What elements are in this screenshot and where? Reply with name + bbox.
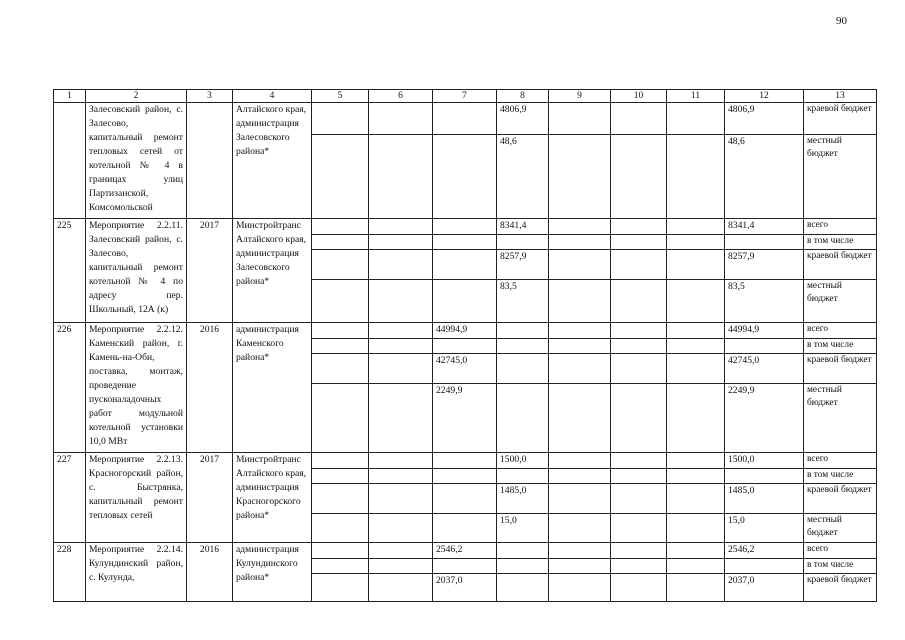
header-row [54,90,877,103]
cell-value: 48,6 [725,135,804,219]
funding-source: краевой бюджет [804,354,877,384]
cell-value: 42745,0 [725,354,804,384]
event-year: 2017 [187,219,233,323]
funding-source: всего [804,219,877,235]
row-number: 225 [54,219,86,323]
event-executor: Алтайского края, администрация Залесовского района* [233,103,312,219]
funding-source: в том числе [804,235,877,250]
cell-value: 1485,0 [497,484,549,514]
funding-source: краевой бюджет [804,484,877,514]
funding-source: в том числе [804,559,877,574]
col-header: 11 [667,90,725,103]
row-number: 226 [54,323,86,453]
cell-value: 2546,2 [433,543,497,559]
funding-source: в том числе [804,469,877,484]
row-number [54,103,86,219]
col-header: 10 [611,90,667,103]
cell-value: 44994,9 [433,323,497,339]
col-header: 7 [433,90,497,103]
funding-source: всего [804,453,877,469]
event-year [187,103,233,219]
cell-value: 44994,9 [725,323,804,339]
col-header: 3 [187,90,233,103]
col-header: 9 [549,90,611,103]
event-name: Мероприятие 2.2.14. Кулундинский район, с. Кулунда, [86,543,187,602]
funding-source: краевой бюджет [804,574,877,602]
event-year: 2016 [187,543,233,602]
cell-value: 83,5 [725,280,804,323]
col-header: 1 [54,90,86,103]
cell-value: 4806,9 [497,103,549,135]
col-header: 2 [86,90,187,103]
col-header: 13 [804,90,877,103]
col-header: 8 [497,90,549,103]
cell-value: 42745,0 [433,354,497,384]
table-row [54,453,877,469]
cell-value: 15,0 [725,514,804,543]
cell-value: 1485,0 [725,484,804,514]
funding-source: всего [804,323,877,339]
event-executor: администрация Кулундинского района* [233,543,312,602]
col-header: 12 [725,90,804,103]
cell-value: 83,5 [497,280,549,323]
cell-value: 4806,9 [725,103,804,135]
event-year: 2017 [187,453,233,543]
table-row [54,323,877,339]
cell-value: 48,6 [497,135,549,219]
funding-source: краевой бюджет [804,103,877,135]
event-name: Мероприятие 2.2.12. Каменский район, г. Камень-на-Оби, поставка, монтаж, проведение пусконаладочных работ модульной котельной установки 10,0 МВт [86,323,187,453]
row-number: 227 [54,453,86,543]
col-header: 6 [369,90,433,103]
row-number: 228 [54,543,86,602]
funding-source: краевой бюджет [804,250,877,280]
cell-value: 8341,4 [725,219,804,235]
cell-value: 2037,0 [433,574,497,602]
event-name: Залесовский район, с. Залесово, капитальный ремонт тепловых сетей от котельной № 4 в границах улиц Партизанской, Комсомольской [86,103,187,219]
budget-table [53,89,877,602]
event-executor: Минстройтранс Алтайского края, администрация Красногорского района* [233,453,312,543]
event-name: Мероприятие 2.2.11. Залесовский район, с. Залесово, капитальный ремонт котельной № 4 по адресу пер. Школьный, 12А (к) [86,219,187,323]
funding-source: всего [804,543,877,559]
cell-value: 15,0 [497,514,549,543]
cell-value: 1500,0 [725,453,804,469]
funding-source: местный бюджет [804,280,877,323]
event-executor: Минстройтранс Алтайского края, администрация Залесовского района* [233,219,312,323]
col-header: 5 [312,90,369,103]
event-year: 2016 [187,323,233,453]
cell-value: 8257,9 [497,250,549,280]
cell-value: 2249,9 [433,384,497,453]
funding-source: местный бюджет [804,514,877,543]
cell-value: 2546,2 [725,543,804,559]
page-number: 90 [836,15,847,27]
col-header: 4 [233,90,312,103]
funding-source: в том числе [804,339,877,354]
cell-value: 2249,9 [725,384,804,453]
cell-value: 2037,0 [725,574,804,602]
event-name: Мероприятие 2.2.13. Красногорский район, с. Быстрянка, капитальный ремонт тепловых сетей [86,453,187,543]
cell-value: 8341,4 [497,219,549,235]
table-row [54,219,877,235]
table-row [54,543,877,559]
event-executor: администрация Каменского района* [233,323,312,453]
funding-source: местный бюджет [804,135,877,219]
cell-value: 8257,9 [725,250,804,280]
funding-source: местный бюджет [804,384,877,453]
cell-value: 1500,0 [497,453,549,469]
table-row [54,103,877,135]
